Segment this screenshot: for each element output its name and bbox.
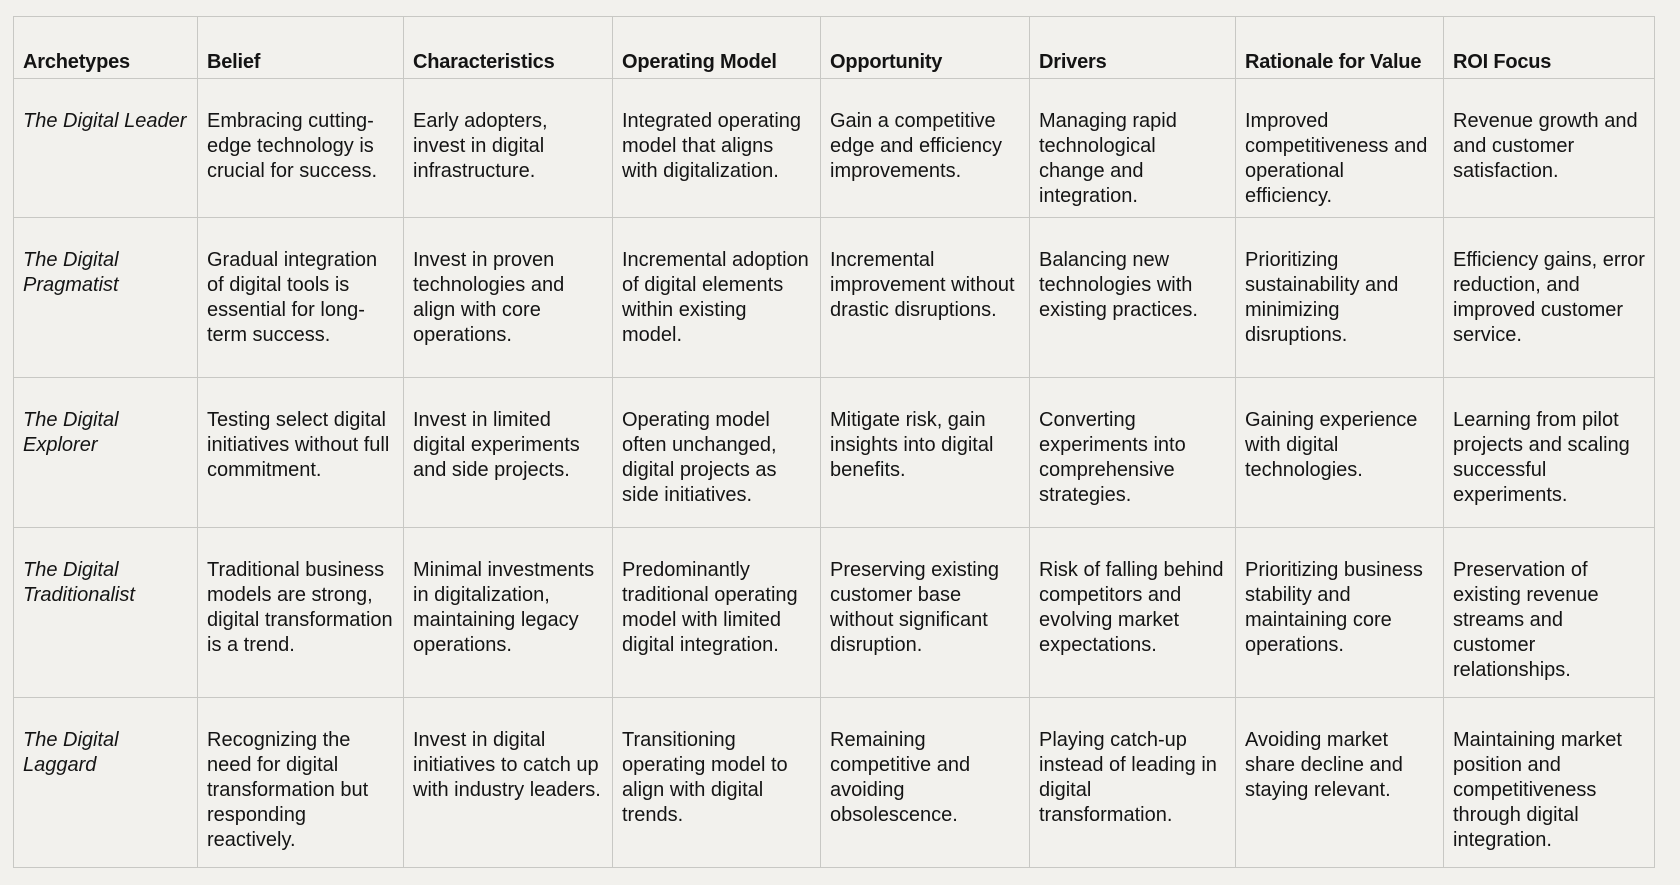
belief-cell: Recognizing the need for digital transformation but responding reactively. xyxy=(198,698,404,868)
rationale-cell: Avoiding market share decline and staying relevant. xyxy=(1236,698,1444,868)
header-belief: Belief xyxy=(198,17,404,79)
roi-focus-cell: Preservation of existing revenue streams and customer relationships. xyxy=(1444,528,1655,698)
archetype-cell: The Digital Pragmatist xyxy=(14,218,198,378)
archetype-table xyxy=(13,16,1655,868)
archetype-cell: The Digital Laggard xyxy=(14,698,198,868)
characteristics-cell: Invest in digital initiatives to catch up with industry leaders. xyxy=(404,698,613,868)
header-rationale-for-value: Rationale for Value xyxy=(1236,17,1444,79)
opportunity-cell: Gain a competitive edge and efficiency improvements. xyxy=(821,79,1030,218)
table-container xyxy=(13,16,1654,868)
rationale-cell: Prioritizing business stability and maintaining core operations. xyxy=(1236,528,1444,698)
table-row xyxy=(14,218,1655,378)
rationale-cell: Gaining experience with digital technologies. xyxy=(1236,378,1444,528)
header-drivers: Drivers xyxy=(1030,17,1236,79)
header-characteristics: Characteristics xyxy=(404,17,613,79)
header-archetypes: Archetypes xyxy=(14,17,198,79)
table-row xyxy=(14,528,1655,698)
header-operating-model: Operating Model xyxy=(613,17,821,79)
operating-model-cell: Transitioning operating model to align with digital trends. xyxy=(613,698,821,868)
characteristics-cell: Invest in limited digital experiments and side projects. xyxy=(404,378,613,528)
operating-model-cell: Integrated operating model that aligns with digitalization. xyxy=(613,79,821,218)
table-row xyxy=(14,79,1655,218)
drivers-cell: Playing catch-up instead of leading in digital transformation. xyxy=(1030,698,1236,868)
archetype-cell: The Digital Leader xyxy=(14,79,198,218)
archetype-cell: The Digital Traditionalist xyxy=(14,528,198,698)
drivers-cell: Managing rapid technological change and integration. xyxy=(1030,79,1236,218)
belief-cell: Gradual integration of digital tools is essential for long-term success. xyxy=(198,218,404,378)
characteristics-cell: Invest in proven technologies and align with core operations. xyxy=(404,218,613,378)
opportunity-cell: Mitigate risk, gain insights into digital benefits. xyxy=(821,378,1030,528)
archetype-cell: The Digital Explorer xyxy=(14,378,198,528)
drivers-cell: Converting experiments into comprehensive strategies. xyxy=(1030,378,1236,528)
belief-cell: Embracing cutting-edge technology is crucial for success. xyxy=(198,79,404,218)
rationale-cell: Improved competitiveness and operational efficiency. xyxy=(1236,79,1444,218)
header-roi-focus: ROI Focus xyxy=(1444,17,1655,79)
drivers-cell: Balancing new technologies with existing practices. xyxy=(1030,218,1236,378)
opportunity-cell: Preserving existing customer base without significant disruption. xyxy=(821,528,1030,698)
opportunity-cell: Incremental improvement without drastic disruptions. xyxy=(821,218,1030,378)
operating-model-cell: Incremental adoption of digital elements within existing model. xyxy=(613,218,821,378)
roi-focus-cell: Maintaining market position and competitiveness through digital integration. xyxy=(1444,698,1655,868)
operating-model-cell: Operating model often unchanged, digital projects as side initiatives. xyxy=(613,378,821,528)
opportunity-cell: Remaining competitive and avoiding obsolescence. xyxy=(821,698,1030,868)
header-row xyxy=(14,17,1655,79)
roi-focus-cell: Revenue growth and and customer satisfaction. xyxy=(1444,79,1655,218)
characteristics-cell: Early adopters, invest in digital infrastructure. xyxy=(404,79,613,218)
table-row xyxy=(14,698,1655,868)
roi-focus-cell: Efficiency gains, error reduction, and improved customer service. xyxy=(1444,218,1655,378)
belief-cell: Traditional business models are strong, digital transformation is a trend. xyxy=(198,528,404,698)
roi-focus-cell: Learning from pilot projects and scaling successful experiments. xyxy=(1444,378,1655,528)
header-opportunity: Opportunity xyxy=(821,17,1030,79)
characteristics-cell: Minimal investments in digitalization, maintaining legacy operations. xyxy=(404,528,613,698)
rationale-cell: Prioritizing sustainability and minimizing disruptions. xyxy=(1236,218,1444,378)
operating-model-cell: Predominantly traditional operating model with limited digital integration. xyxy=(613,528,821,698)
belief-cell: Testing select digital initiatives without full commitment. xyxy=(198,378,404,528)
drivers-cell: Risk of falling behind competitors and evolving market expectations. xyxy=(1030,528,1236,698)
table-row xyxy=(14,378,1655,528)
